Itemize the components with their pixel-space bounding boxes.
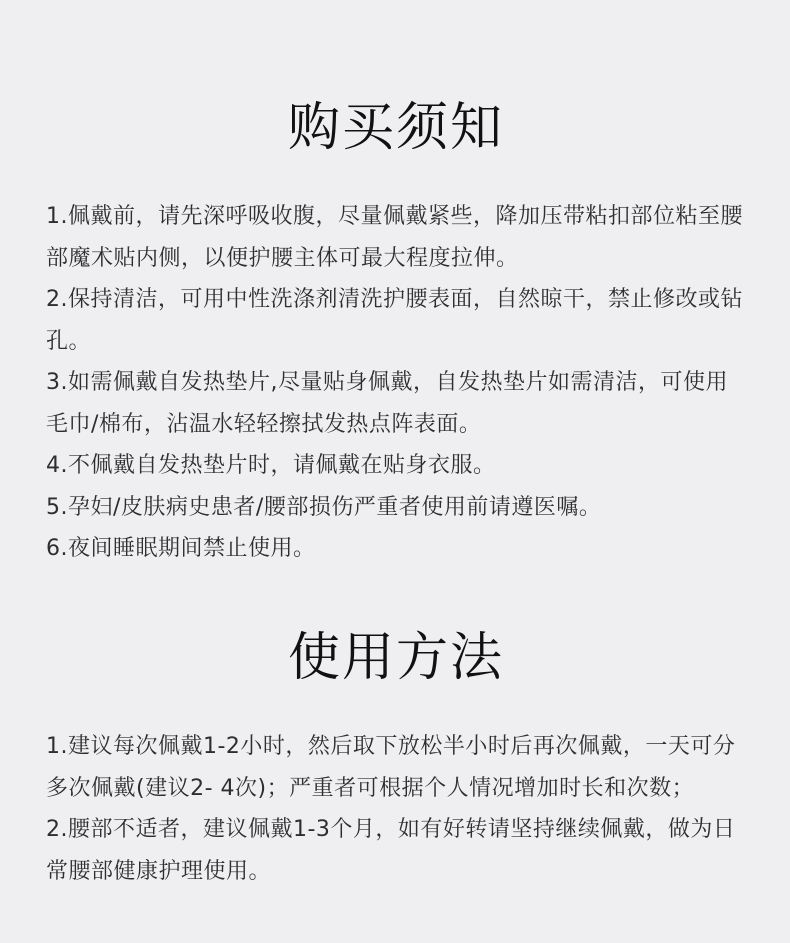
- usage-item: 1.建议每次佩戴1-2小时，然后取下放松半小时后再次佩戴，一天可分多次佩戴(建议2- 4次)；严重者可根据个人情况增加时长和次数；: [46, 734, 736, 801]
- purchase-notice-section: [46, 98, 746, 570]
- usage-method-section: [46, 628, 746, 892]
- notice-item: 4.不佩戴自发热垫片时，请佩戴在贴身衣服。: [46, 453, 496, 478]
- notice-item: 6.夜间睡眠期间禁止使用。: [46, 536, 316, 561]
- purchase-notice-list: [46, 196, 746, 570]
- usage-item: 2.腰部不适者，建议佩戴1-3个月，如有好转请坚持继续佩戴，做为日常腰部健康护理使用。: [46, 817, 736, 884]
- purchase-notice-title: 购买须知: [287, 98, 504, 158]
- usage-method-title: 使用方法: [287, 628, 504, 688]
- usage-method-list: [46, 726, 746, 892]
- notice-item: 5.孕妇/皮肤病史患者/腰部损伤严重者使用前请遵医嘱。: [46, 494, 602, 520]
- notice-item: 3.如需佩戴自发热垫片,尽量贴身佩戴，自发热垫片如需清洁，可使用毛巾/棉布，沾温水轻轻擦拭发热点阵表面。: [46, 370, 728, 437]
- notice-item: 2.保持清洁，可用中性洗涤剂清洗护腰表面，自然晾干，禁止修改或钻孔。: [46, 287, 743, 354]
- notice-item: 1.佩戴前，请先深呼吸收腹，尽量佩戴紧些，降加压带粘扣部位粘至腰部魔术贴内侧，以便护腰主体可最大程度拉伸。: [46, 204, 743, 271]
